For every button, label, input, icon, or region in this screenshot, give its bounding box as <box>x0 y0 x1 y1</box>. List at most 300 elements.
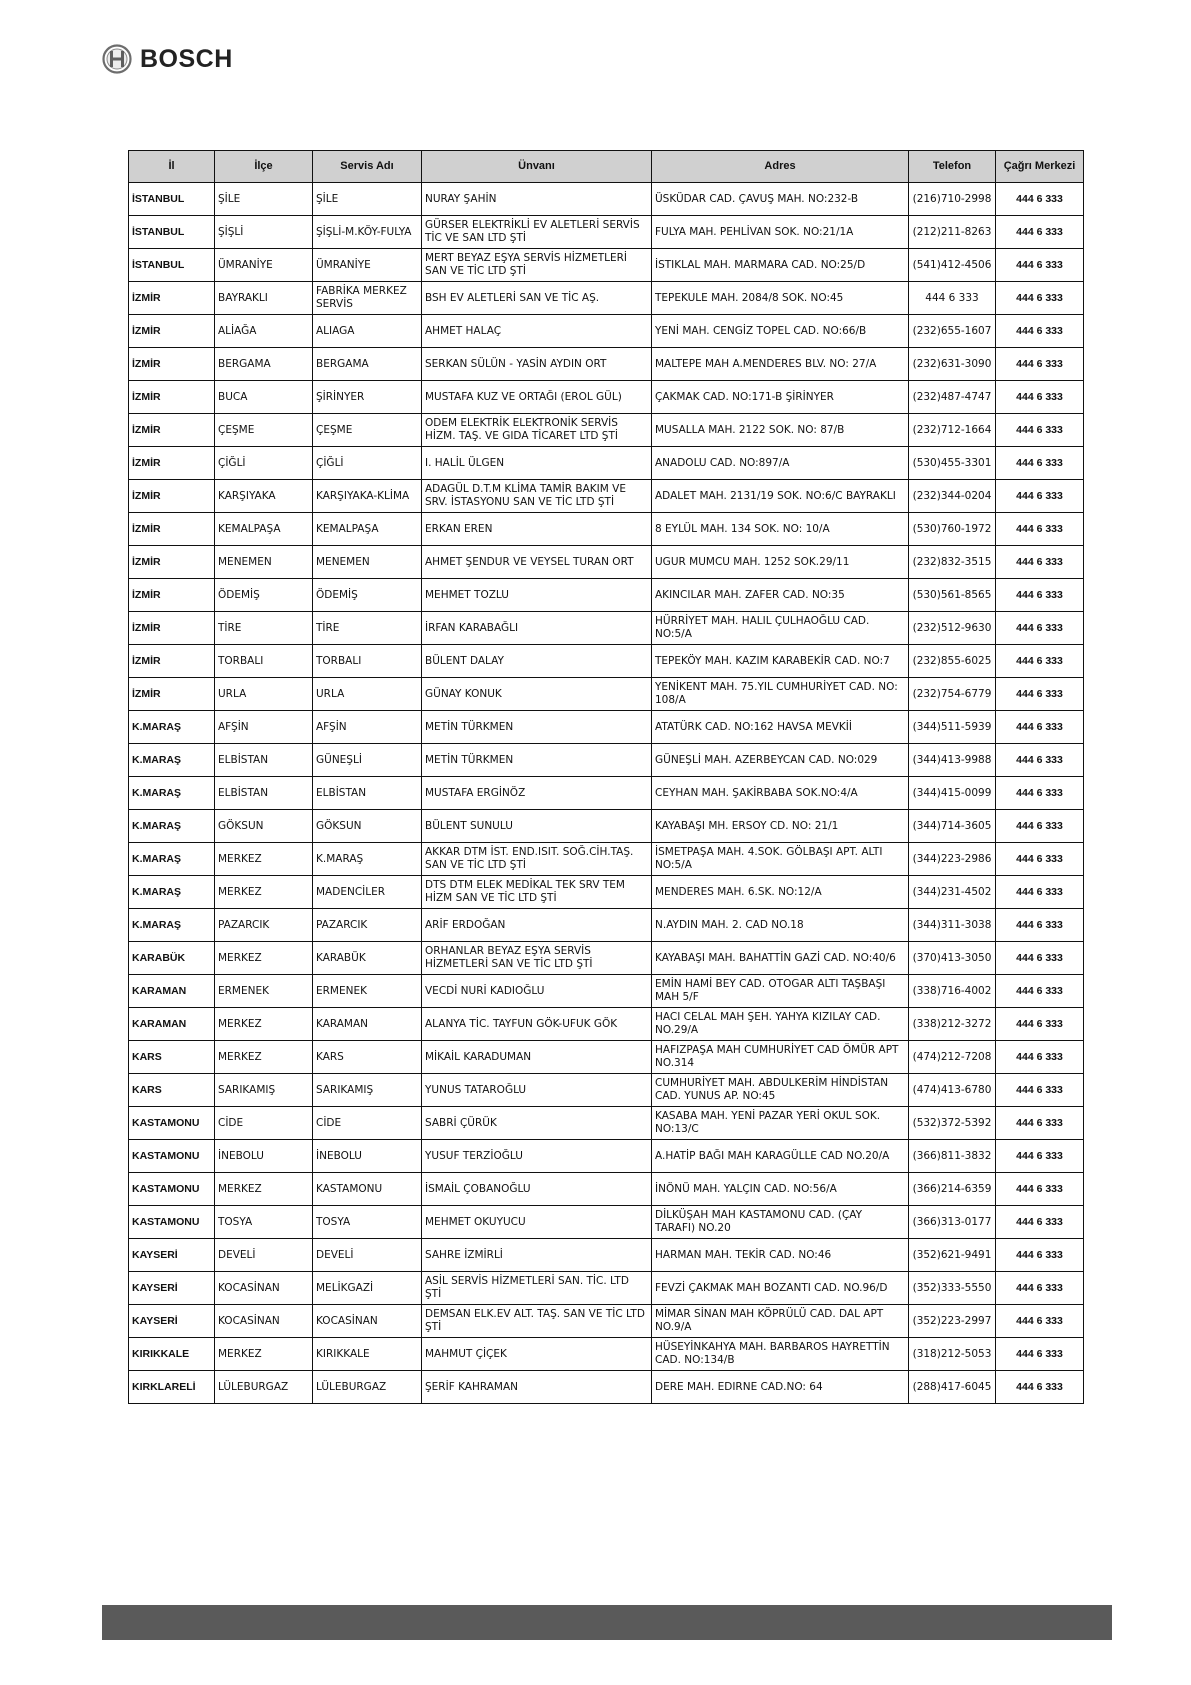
cell-telefon: (232)832-3515 <box>909 546 996 579</box>
cell-ilce: TOSYA <box>215 1206 313 1239</box>
cell-cagri-merkezi: 444 6 333 <box>996 513 1084 546</box>
cell-servis-adi: BERGAMA <box>313 348 422 381</box>
cell-ilce: AFŞİN <box>215 711 313 744</box>
cell-servis-adi: KARS <box>313 1041 422 1074</box>
cell-telefon: (366)214-6359 <box>909 1173 996 1206</box>
cell-telefon: (232)631-3090 <box>909 348 996 381</box>
cell-telefon: (232)344-0204 <box>909 480 996 513</box>
cell-servis-adi: KASTAMONU <box>313 1173 422 1206</box>
cell-adres: ÇAKMAK CAD. NO:171-B ŞİRİNYER <box>652 381 909 414</box>
cell-cagri-merkezi: 444 6 333 <box>996 1371 1084 1404</box>
cell-adres: MİMAR SİNAN MAH KÖPRÜLÜ CAD. DAL APT NO.9/A <box>652 1305 909 1338</box>
cell-il: İZMİR <box>129 282 215 315</box>
cell-servis-adi: MELİKGAZİ <box>313 1272 422 1305</box>
table-row <box>129 1041 1084 1074</box>
cell-unvani: YUNUS TATAROĞLU <box>422 1074 652 1107</box>
header-unvani: Ünvanı <box>422 151 652 183</box>
table-row <box>129 216 1084 249</box>
cell-adres: AKINCILAR MAH. ZAFER CAD. NO:35 <box>652 579 909 612</box>
cell-unvani: NURAY ŞAHİN <box>422 183 652 216</box>
cell-il: İSTANBUL <box>129 183 215 216</box>
cell-telefon: (530)455-3301 <box>909 447 996 480</box>
cell-il: İZMİR <box>129 348 215 381</box>
cell-il: K.MARAŞ <box>129 744 215 777</box>
cell-adres: ADALET MAH. 2131/19 SOK. NO:6/C BAYRAKLI <box>652 480 909 513</box>
cell-il: İZMİR <box>129 315 215 348</box>
cell-adres: MALTEPE MAH A.MENDERES BLV. NO: 27/A <box>652 348 909 381</box>
cell-adres: İSMETPAŞA MAH. 4.SOK. GÖLBAŞI APT. ALTI NO:5/A <box>652 843 909 876</box>
cell-il: KAYSERİ <box>129 1305 215 1338</box>
cell-cagri-merkezi: 444 6 333 <box>996 942 1084 975</box>
cell-unvani: İSMAİL ÇOBANOĞLU <box>422 1173 652 1206</box>
cell-servis-adi: GÖKSUN <box>313 810 422 843</box>
cell-unvani: ŞERİF KAHRAMAN <box>422 1371 652 1404</box>
cell-ilce: ÇİĞLİ <box>215 447 313 480</box>
cell-cagri-merkezi: 444 6 333 <box>996 1140 1084 1173</box>
cell-il: İSTANBUL <box>129 216 215 249</box>
cell-cagri-merkezi: 444 6 333 <box>996 183 1084 216</box>
cell-ilce: ELBİSTAN <box>215 777 313 810</box>
cell-servis-adi: ELBİSTAN <box>313 777 422 810</box>
cell-il: KIRKLARELİ <box>129 1371 215 1404</box>
cell-ilce: ÜMRANİYE <box>215 249 313 282</box>
cell-ilce: BAYRAKLI <box>215 282 313 315</box>
cell-servis-adi: ALIAGA <box>313 315 422 348</box>
cell-servis-adi: KARŞIYAKA-KLİMA <box>313 480 422 513</box>
cell-ilce: LÜLEBURGAZ <box>215 1371 313 1404</box>
cell-il: İZMİR <box>129 612 215 645</box>
cell-cagri-merkezi: 444 6 333 <box>996 348 1084 381</box>
table-row <box>129 579 1084 612</box>
cell-ilce: MERKEZ <box>215 1173 313 1206</box>
cell-unvani: MERT BEYAZ EŞYA SERVİS HİZMETLERİ SAN VE TİC LTD ŞTİ <box>422 249 652 282</box>
cell-ilce: İNEBOLU <box>215 1140 313 1173</box>
cell-cagri-merkezi: 444 6 333 <box>996 249 1084 282</box>
cell-servis-adi: PAZARCIK <box>313 909 422 942</box>
cell-servis-adi: KARABÜK <box>313 942 422 975</box>
cell-ilce: MENEMEN <box>215 546 313 579</box>
table-body <box>129 183 1084 1404</box>
cell-servis-adi: İNEBOLU <box>313 1140 422 1173</box>
cell-adres: HACI CELAL MAH ŞEH. YAHYA KIZILAY CAD. NO.29/A <box>652 1008 909 1041</box>
table-row <box>129 348 1084 381</box>
cell-ilce: CİDE <box>215 1107 313 1140</box>
table-row <box>129 909 1084 942</box>
cell-adres: KASABA MAH. YENİ PAZAR YERİ OKUL SOK. NO:13/C <box>652 1107 909 1140</box>
cell-il: İZMİR <box>129 678 215 711</box>
table-row <box>129 1074 1084 1107</box>
cell-unvani: METİN TÜRKMEN <box>422 711 652 744</box>
cell-unvani: AHMET ŞENDUR VE VEYSEL TURAN ORT <box>422 546 652 579</box>
cell-ilce: MERKEZ <box>215 876 313 909</box>
cell-unvani: GÜNAY KONUK <box>422 678 652 711</box>
cell-telefon: (541)412-4506 <box>909 249 996 282</box>
cell-adres: UGUR MUMCU MAH. 1252 SOK.29/11 <box>652 546 909 579</box>
cell-il: İZMİR <box>129 579 215 612</box>
cell-ilce: ELBİSTAN <box>215 744 313 777</box>
cell-cagri-merkezi: 444 6 333 <box>996 975 1084 1008</box>
cell-servis-adi: ÇEŞME <box>313 414 422 447</box>
cell-ilce: KEMALPAŞA <box>215 513 313 546</box>
cell-unvani: MEHMET TOZLU <box>422 579 652 612</box>
cell-il: KASTAMONU <box>129 1173 215 1206</box>
cell-telefon: (530)561-8565 <box>909 579 996 612</box>
cell-cagri-merkezi: 444 6 333 <box>996 282 1084 315</box>
cell-servis-adi: KARAMAN <box>313 1008 422 1041</box>
cell-unvani: ORHANLAR BEYAZ EŞYA SERVİS HİZMETLERİ SAN VE TİC LTD ŞTİ <box>422 942 652 975</box>
cell-telefon: (344)415-0099 <box>909 777 996 810</box>
cell-telefon: (232)655-1607 <box>909 315 996 348</box>
cell-cagri-merkezi: 444 6 333 <box>996 546 1084 579</box>
table-row <box>129 612 1084 645</box>
cell-servis-adi: FABRİKA MERKEZ SERVİS <box>313 282 422 315</box>
cell-telefon: (352)223-2997 <box>909 1305 996 1338</box>
cell-unvani: SAHRE İZMİRLİ <box>422 1239 652 1272</box>
cell-adres: DERE MAH. EDIRNE CAD.NO: 64 <box>652 1371 909 1404</box>
cell-unvani: DTS DTM ELEK MEDİKAL TEK SRV TEM HİZM SAN VE TİC LTD ŞTİ <box>422 876 652 909</box>
table-row <box>129 381 1084 414</box>
cell-ilce: PAZARCIK <box>215 909 313 942</box>
cell-cagri-merkezi: 444 6 333 <box>996 1272 1084 1305</box>
table-row <box>129 183 1084 216</box>
cell-il: İZMİR <box>129 546 215 579</box>
cell-servis-adi: ŞİŞLİ-M.KÖY-FULYA <box>313 216 422 249</box>
cell-servis-adi: ŞİLE <box>313 183 422 216</box>
cell-servis-adi: TORBALI <box>313 645 422 678</box>
cell-il: KARABÜK <box>129 942 215 975</box>
cell-ilce: ÇEŞME <box>215 414 313 447</box>
cell-telefon: (366)811-3832 <box>909 1140 996 1173</box>
cell-servis-adi: KOCASİNAN <box>313 1305 422 1338</box>
cell-servis-adi: URLA <box>313 678 422 711</box>
cell-telefon: (318)212-5053 <box>909 1338 996 1371</box>
table-row <box>129 711 1084 744</box>
cell-cagri-merkezi: 444 6 333 <box>996 315 1084 348</box>
footer-bar <box>102 1605 1112 1640</box>
table-row <box>129 1305 1084 1338</box>
table-row <box>129 546 1084 579</box>
cell-ilce: KOCASİNAN <box>215 1272 313 1305</box>
cell-telefon: (366)313-0177 <box>909 1206 996 1239</box>
cell-telefon: (352)621-9491 <box>909 1239 996 1272</box>
table-row <box>129 513 1084 546</box>
header-servis-adi: Servis Adı <box>313 151 422 183</box>
cell-cagri-merkezi: 444 6 333 <box>996 843 1084 876</box>
cell-cagri-merkezi: 444 6 333 <box>996 1206 1084 1239</box>
cell-adres: A.HATİP BAĞI MAH KARAGÜLLE CAD NO.20/A <box>652 1140 909 1173</box>
cell-ilce: MERKEZ <box>215 1338 313 1371</box>
cell-adres: YENİKENT MAH. 75.YIL CUMHURİYET CAD. NO: 108/A <box>652 678 909 711</box>
cell-adres: KAYABAŞI MH. ERSOY CD. NO: 21/1 <box>652 810 909 843</box>
cell-telefon: (232)512-9630 <box>909 612 996 645</box>
cell-il: K.MARAŞ <box>129 777 215 810</box>
cell-adres: CEYHAN MAH. ŞAKİRBABA SOK.NO:4/A <box>652 777 909 810</box>
cell-cagri-merkezi: 444 6 333 <box>996 579 1084 612</box>
table-row <box>129 645 1084 678</box>
cell-unvani: BÜLENT DALAY <box>422 645 652 678</box>
cell-ilce: ŞİŞLİ <box>215 216 313 249</box>
cell-adres: TEPEKULE MAH. 2084/8 SOK. NO:45 <box>652 282 909 315</box>
cell-il: İZMİR <box>129 645 215 678</box>
cell-ilce: ÖDEMİŞ <box>215 579 313 612</box>
cell-cagri-merkezi: 444 6 333 <box>996 711 1084 744</box>
cell-cagri-merkezi: 444 6 333 <box>996 1239 1084 1272</box>
table-row <box>129 1173 1084 1206</box>
table-row <box>129 942 1084 975</box>
cell-adres: ANADOLU CAD. NO:897/A <box>652 447 909 480</box>
cell-unvani: BSH EV ALETLERİ SAN VE TİC AŞ. <box>422 282 652 315</box>
cell-unvani: GÜRSER ELEKTRİKLİ EV ALETLERİ SERVİS TİC VE SAN LTD ŞTİ <box>422 216 652 249</box>
header-il: İl <box>129 151 215 183</box>
cell-unvani: METİN TÜRKMEN <box>422 744 652 777</box>
cell-cagri-merkezi: 444 6 333 <box>996 1041 1084 1074</box>
cell-il: K.MARAŞ <box>129 810 215 843</box>
cell-servis-adi: GÜNEŞLİ <box>313 744 422 777</box>
cell-telefon: (232)855-6025 <box>909 645 996 678</box>
cell-adres: EMİN HAMİ BEY CAD. OTOGAR ALTI TAŞBAŞI MAH 5/F <box>652 975 909 1008</box>
cell-il: KARAMAN <box>129 1008 215 1041</box>
cell-adres: YENİ MAH. CENGİZ TOPEL CAD. NO:66/B <box>652 315 909 348</box>
cell-unvani: İRFAN KARABAĞLI <box>422 612 652 645</box>
cell-telefon: (344)311-3038 <box>909 909 996 942</box>
cell-telefon: (370)413-3050 <box>909 942 996 975</box>
cell-ilce: ŞİLE <box>215 183 313 216</box>
table-row <box>129 1107 1084 1140</box>
cell-unvani: VECDİ NURİ KADIOĞLU <box>422 975 652 1008</box>
header-cagri-merkezi: Çağrı Merkezi <box>996 151 1084 183</box>
cell-cagri-merkezi: 444 6 333 <box>996 1107 1084 1140</box>
table-row <box>129 249 1084 282</box>
cell-telefon: (532)372-5392 <box>909 1107 996 1140</box>
cell-ilce: MERKEZ <box>215 942 313 975</box>
cell-ilce: SARIKAMIŞ <box>215 1074 313 1107</box>
cell-servis-adi: ŞİRİNYER <box>313 381 422 414</box>
cell-unvani: ARİF ERDOĞAN <box>422 909 652 942</box>
cell-adres: HARMAN MAH. TEKİR CAD. NO:46 <box>652 1239 909 1272</box>
cell-adres: ATATÜRK CAD. NO:162 HAVSA MEVKİİ <box>652 711 909 744</box>
cell-ilce: DEVELİ <box>215 1239 313 1272</box>
cell-ilce: GÖKSUN <box>215 810 313 843</box>
cell-telefon: (474)413-6780 <box>909 1074 996 1107</box>
header-ilce: İlçe <box>215 151 313 183</box>
cell-il: İZMİR <box>129 414 215 447</box>
bosch-logo <box>102 44 233 74</box>
cell-unvani: MEHMET OKUYUCU <box>422 1206 652 1239</box>
table-row <box>129 975 1084 1008</box>
cell-unvani: ALANYA TİC. TAYFUN GÖK-UFUK GÖK <box>422 1008 652 1041</box>
cell-il: KAYSERİ <box>129 1272 215 1305</box>
cell-unvani: YUSUF TERZİOĞLU <box>422 1140 652 1173</box>
cell-ilce: KARŞIYAKA <box>215 480 313 513</box>
table-row <box>129 1008 1084 1041</box>
cell-il: İZMİR <box>129 480 215 513</box>
cell-cagri-merkezi: 444 6 333 <box>996 810 1084 843</box>
cell-servis-adi: AFŞİN <box>313 711 422 744</box>
cell-servis-adi: DEVELİ <box>313 1239 422 1272</box>
cell-telefon: (338)212-3272 <box>909 1008 996 1041</box>
cell-ilce: ALİAĞA <box>215 315 313 348</box>
cell-unvani: DEMSAN ELK.EV ALT. TAŞ. SAN VE TİC LTD ŞTİ <box>422 1305 652 1338</box>
cell-cagri-merkezi: 444 6 333 <box>996 447 1084 480</box>
table-row <box>129 282 1084 315</box>
service-table <box>128 150 1084 1404</box>
cell-cagri-merkezi: 444 6 333 <box>996 777 1084 810</box>
cell-adres: CUMHURİYET MAH. ABDULKERİM HİNDİSTAN CAD. YUNUS AP. NO:45 <box>652 1074 909 1107</box>
cell-il: KASTAMONU <box>129 1206 215 1239</box>
cell-unvani: BÜLENT SUNULU <box>422 810 652 843</box>
table-row <box>129 678 1084 711</box>
cell-il: KASTAMONU <box>129 1107 215 1140</box>
table-row <box>129 1338 1084 1371</box>
cell-ilce: KOCASİNAN <box>215 1305 313 1338</box>
cell-adres: FEVZİ ÇAKMAK MAH BOZANTI CAD. NO.96/D <box>652 1272 909 1305</box>
bosch-armature-icon <box>102 44 132 74</box>
cell-servis-adi: ÇİĞLİ <box>313 447 422 480</box>
header-adres: Adres <box>652 151 909 183</box>
cell-telefon: (344)231-4502 <box>909 876 996 909</box>
cell-ilce: MERKEZ <box>215 1041 313 1074</box>
cell-adres: DİLKÜŞAH MAH KASTAMONU CAD. (ÇAY TARAFI) NO.20 <box>652 1206 909 1239</box>
cell-servis-adi: MADENCİLER <box>313 876 422 909</box>
cell-unvani: I. HALİL ÜLGEN <box>422 447 652 480</box>
cell-il: KARAMAN <box>129 975 215 1008</box>
cell-unvani: ODEM ELEKTRİK ELEKTRONİK SERVİS HİZM. TAŞ. VE GIDA TİCARET LTD ŞTİ <box>422 414 652 447</box>
cell-servis-adi: LÜLEBURGAZ <box>313 1371 422 1404</box>
cell-unvani: AHMET HALAÇ <box>422 315 652 348</box>
cell-adres: MENDERES MAH. 6.SK. NO:12/A <box>652 876 909 909</box>
brand-name: BOSCH <box>140 44 233 73</box>
cell-servis-adi: SARIKAMIŞ <box>313 1074 422 1107</box>
cell-servis-adi: K.MARAŞ <box>313 843 422 876</box>
cell-servis-adi: KEMALPAŞA <box>313 513 422 546</box>
cell-cagri-merkezi: 444 6 333 <box>996 1008 1084 1041</box>
table-row <box>129 414 1084 447</box>
cell-cagri-merkezi: 444 6 333 <box>996 645 1084 678</box>
cell-il: İZMİR <box>129 381 215 414</box>
cell-adres: HÜSEYİNKAHYA MAH. BARBAROS HAYRETTİN CAD. NO:134/B <box>652 1338 909 1371</box>
cell-telefon: (288)417-6045 <box>909 1371 996 1404</box>
cell-adres: MUSALLA MAH. 2122 SOK. NO: 87/B <box>652 414 909 447</box>
table-row <box>129 810 1084 843</box>
cell-adres: N.AYDIN MAH. 2. CAD NO.18 <box>652 909 909 942</box>
cell-il: K.MARAŞ <box>129 711 215 744</box>
cell-servis-adi: MENEMEN <box>313 546 422 579</box>
cell-cagri-merkezi: 444 6 333 <box>996 744 1084 777</box>
cell-cagri-merkezi: 444 6 333 <box>996 414 1084 447</box>
cell-unvani: MİKAİL KARADUMAN <box>422 1041 652 1074</box>
cell-adres: 8 EYLÜL MAH. 134 SOK. NO: 10/A <box>652 513 909 546</box>
cell-telefon: (352)333-5550 <box>909 1272 996 1305</box>
cell-cagri-merkezi: 444 6 333 <box>996 612 1084 645</box>
cell-il: K.MARAŞ <box>129 876 215 909</box>
cell-adres: HAFIZPAŞA MAH CUMHURİYET CAD ÖMÜR APT NO.314 <box>652 1041 909 1074</box>
cell-il: KARS <box>129 1041 215 1074</box>
table-row <box>129 315 1084 348</box>
cell-telefon: (344)223-2986 <box>909 843 996 876</box>
cell-servis-adi: KIRIKKALE <box>313 1338 422 1371</box>
cell-ilce: MERKEZ <box>215 1008 313 1041</box>
cell-telefon: (344)511-5939 <box>909 711 996 744</box>
table-row <box>129 447 1084 480</box>
cell-ilce: MERKEZ <box>215 843 313 876</box>
cell-ilce: TORBALI <box>215 645 313 678</box>
table-row <box>129 1239 1084 1272</box>
cell-il: KIRIKKALE <box>129 1338 215 1371</box>
cell-ilce: TİRE <box>215 612 313 645</box>
cell-telefon: (344)714-3605 <box>909 810 996 843</box>
cell-adres: GÜNEŞLİ MAH. AZERBEYCAN CAD. NO:029 <box>652 744 909 777</box>
table-row <box>129 744 1084 777</box>
table-row <box>129 1272 1084 1305</box>
cell-il: K.MARAŞ <box>129 843 215 876</box>
cell-adres: HÜRRİYET MAH. HALIL ÇULHAOĞLU CAD. NO:5/A <box>652 612 909 645</box>
cell-telefon: (344)413-9988 <box>909 744 996 777</box>
cell-unvani: MAHMUT ÇİÇEK <box>422 1338 652 1371</box>
table-row <box>129 876 1084 909</box>
cell-telefon: (216)710-2998 <box>909 183 996 216</box>
cell-ilce: BERGAMA <box>215 348 313 381</box>
cell-servis-adi: ÖDEMİŞ <box>313 579 422 612</box>
cell-il: İZMİR <box>129 513 215 546</box>
table-row <box>129 1140 1084 1173</box>
cell-servis-adi: TİRE <box>313 612 422 645</box>
table-row <box>129 843 1084 876</box>
cell-servis-adi: ERMENEK <box>313 975 422 1008</box>
cell-telefon: (232)754-6779 <box>909 678 996 711</box>
cell-il: KARS <box>129 1074 215 1107</box>
cell-telefon: (232)712-1664 <box>909 414 996 447</box>
cell-adres: TEPEKÖY MAH. KAZIM KARABEKİR CAD. NO:7 <box>652 645 909 678</box>
cell-cagri-merkezi: 444 6 333 <box>996 876 1084 909</box>
cell-cagri-merkezi: 444 6 333 <box>996 1305 1084 1338</box>
cell-telefon: 444 6 333 <box>909 282 996 315</box>
cell-adres: İNÖNÜ MAH. YALÇIN CAD. NO:56/A <box>652 1173 909 1206</box>
cell-unvani: MUSTAFA KUZ VE ORTAĞI (EROL GÜL) <box>422 381 652 414</box>
cell-cagri-merkezi: 444 6 333 <box>996 216 1084 249</box>
cell-telefon: (474)212-7208 <box>909 1041 996 1074</box>
cell-servis-adi: CİDE <box>313 1107 422 1140</box>
cell-unvani: ERKAN EREN <box>422 513 652 546</box>
cell-servis-adi: ÜMRANİYE <box>313 249 422 282</box>
cell-telefon: (530)760-1972 <box>909 513 996 546</box>
cell-ilce: URLA <box>215 678 313 711</box>
cell-servis-adi: TOSYA <box>313 1206 422 1239</box>
cell-il: İZMİR <box>129 447 215 480</box>
cell-il: K.MARAŞ <box>129 909 215 942</box>
table-row <box>129 777 1084 810</box>
cell-cagri-merkezi: 444 6 333 <box>996 1173 1084 1206</box>
table-row <box>129 480 1084 513</box>
cell-unvani: ASİL SERVİS HİZMETLERİ SAN. TİC. LTD ŞTİ <box>422 1272 652 1305</box>
cell-cagri-merkezi: 444 6 333 <box>996 1074 1084 1107</box>
cell-unvani: SERKAN SÜLÜN - YASİN AYDIN ORT <box>422 348 652 381</box>
cell-telefon: (212)211-8263 <box>909 216 996 249</box>
cell-telefon: (338)716-4002 <box>909 975 996 1008</box>
cell-il: KASTAMONU <box>129 1140 215 1173</box>
cell-cagri-merkezi: 444 6 333 <box>996 480 1084 513</box>
cell-adres: İSTIKLAL MAH. MARMARA CAD. NO:25/D <box>652 249 909 282</box>
cell-adres: ÜSKÜDAR CAD. ÇAVUŞ MAH. NO:232-B <box>652 183 909 216</box>
cell-cagri-merkezi: 444 6 333 <box>996 909 1084 942</box>
cell-il: KAYSERİ <box>129 1239 215 1272</box>
cell-cagri-merkezi: 444 6 333 <box>996 1338 1084 1371</box>
table-row <box>129 1206 1084 1239</box>
cell-telefon: (232)487-4747 <box>909 381 996 414</box>
cell-ilce: ERMENEK <box>215 975 313 1008</box>
cell-cagri-merkezi: 444 6 333 <box>996 678 1084 711</box>
cell-unvani: ADAGÜL D.T.M KLİMA TAMİR BAKIM VE SRV. İSTASYONU SAN VE TİC LTD ŞTİ <box>422 480 652 513</box>
cell-cagri-merkezi: 444 6 333 <box>996 381 1084 414</box>
